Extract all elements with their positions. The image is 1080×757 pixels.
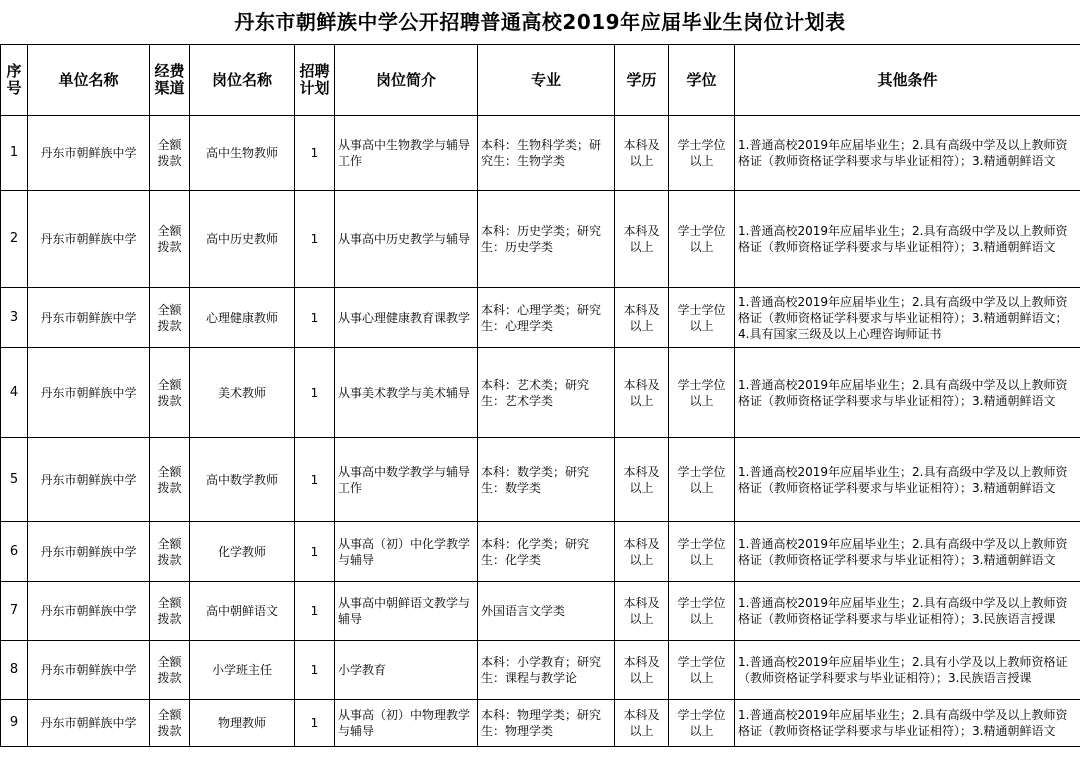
cell-degree: 学士学位以上 [669,116,735,191]
cell-no: 5 [1,438,28,522]
cell-plan: 1 [295,191,335,288]
cell-education: 本科及以上 [615,700,669,747]
table-row [1,641,1080,700]
table-row [1,348,1080,438]
header-intro: 岗位简介 [335,45,478,116]
cell-major: 本科：艺术类；研究生：艺术学类 [478,348,615,438]
cell-major: 本科：化学类；研究生：化学类 [478,522,615,582]
header-other: 其他条件 [735,45,1080,116]
cell-plan: 1 [295,522,335,582]
cell-funding: 全额拨款 [150,288,190,348]
cell-unit: 丹东市朝鲜族中学 [28,522,150,582]
cell-no: 1 [1,116,28,191]
cell-position: 高中朝鲜语文 [190,582,295,641]
cell-education: 本科及以上 [615,522,669,582]
cell-unit: 丹东市朝鲜族中学 [28,191,150,288]
cell-funding: 全额拨款 [150,700,190,747]
cell-no: 4 [1,348,28,438]
cell-plan: 1 [295,700,335,747]
cell-degree: 学士学位以上 [669,288,735,348]
cell-no: 8 [1,641,28,700]
cell-education: 本科及以上 [615,288,669,348]
cell-intro: 从事高中朝鲜语文教学与辅导 [335,582,478,641]
cell-position: 小学班主任 [190,641,295,700]
cell-funding: 全额拨款 [150,522,190,582]
cell-other: 1.普通高校2019年应届毕业生；2.具有小学及以上教师资格证（教师资格证学科要求与毕业证相符）；3.民族语言授课 [735,641,1080,700]
cell-major: 外国语言文学类 [478,582,615,641]
cell-other: 1.普通高校2019年应届毕业生；2.具有高级中学及以上教师资格证（教师资格证学科要求与毕业证相符）；3.精通朝鲜语文 [735,700,1080,747]
cell-education: 本科及以上 [615,582,669,641]
cell-intro: 从事心理健康教育课教学 [335,288,478,348]
cell-no: 7 [1,582,28,641]
cell-position: 物理教师 [190,700,295,747]
cell-degree: 学士学位以上 [669,191,735,288]
cell-intro: 从事高中数学教学与辅导工作 [335,438,478,522]
header-plan: 招聘计划 [295,45,335,116]
cell-position: 心理健康教师 [190,288,295,348]
table-row [1,116,1080,191]
cell-unit: 丹东市朝鲜族中学 [28,641,150,700]
cell-major: 本科：心理学类；研究生：心理学类 [478,288,615,348]
cell-unit: 丹东市朝鲜族中学 [28,288,150,348]
table-header-row [1,45,1080,116]
cell-plan: 1 [295,288,335,348]
cell-plan: 1 [295,116,335,191]
header-major: 专业 [478,45,615,116]
cell-major: 本科：数学类；研究生：数学类 [478,438,615,522]
cell-intro: 从事高（初）中物理教学与辅导 [335,700,478,747]
cell-education: 本科及以上 [615,438,669,522]
cell-major: 本科：历史学类；研究生：历史学类 [478,191,615,288]
cell-plan: 1 [295,348,335,438]
cell-funding: 全额拨款 [150,116,190,191]
cell-unit: 丹东市朝鲜族中学 [28,116,150,191]
cell-degree: 学士学位以上 [669,700,735,747]
cell-education: 本科及以上 [615,641,669,700]
table-row [1,438,1080,522]
cell-no: 6 [1,522,28,582]
cell-other: 1.普通高校2019年应届毕业生；2.具有高级中学及以上教师资格证（教师资格证学科要求与毕业证相符）；3.精通朝鲜语文 [735,348,1080,438]
cell-degree: 学士学位以上 [669,348,735,438]
table-row [1,700,1080,747]
cell-no: 9 [1,700,28,747]
table-row [1,191,1080,288]
cell-other: 1.普通高校2019年应届毕业生；2.具有高级中学及以上教师资格证（教师资格证学科要求与毕业证相符）；3.精通朝鲜语文；4.具有国家三级及以上心理咨询师证书 [735,288,1080,348]
cell-other: 1.普通高校2019年应届毕业生；2.具有高级中学及以上教师资格证（教师资格证学科要求与毕业证相符）；3.精通朝鲜语文 [735,522,1080,582]
cell-intro: 小学教育 [335,641,478,700]
header-degree: 学位 [669,45,735,116]
cell-funding: 全额拨款 [150,641,190,700]
cell-degree: 学士学位以上 [669,582,735,641]
cell-major: 本科：小学教育；研究生：课程与教学论 [478,641,615,700]
cell-unit: 丹东市朝鲜族中学 [28,348,150,438]
cell-funding: 全额拨款 [150,348,190,438]
cell-plan: 1 [295,641,335,700]
cell-unit: 丹东市朝鲜族中学 [28,438,150,522]
cell-funding: 全额拨款 [150,191,190,288]
cell-plan: 1 [295,438,335,522]
header-funding: 经费渠道 [150,45,190,116]
cell-position: 化学教师 [190,522,295,582]
cell-position: 美术教师 [190,348,295,438]
cell-plan: 1 [295,582,335,641]
document-title: 丹东市朝鲜族中学公开招聘普通高校2019年应届毕业生岗位计划表 [234,10,846,34]
cell-education: 本科及以上 [615,116,669,191]
header-position: 岗位名称 [190,45,295,116]
cell-position: 高中历史教师 [190,191,295,288]
cell-education: 本科及以上 [615,191,669,288]
cell-funding: 全额拨款 [150,438,190,522]
cell-education: 本科及以上 [615,348,669,438]
cell-other: 1.普通高校2019年应届毕业生；2.具有高级中学及以上教师资格证（教师资格证学科要求与毕业证相符）；3.精通朝鲜语文 [735,191,1080,288]
cell-intro: 从事高中生物教学与辅导工作 [335,116,478,191]
cell-no: 3 [1,288,28,348]
cell-degree: 学士学位以上 [669,522,735,582]
cell-intro: 从事高（初）中化学教学与辅导 [335,522,478,582]
header-no: 序号 [1,45,28,116]
cell-position: 高中数学教师 [190,438,295,522]
cell-no: 2 [1,191,28,288]
cell-intro: 从事美术教学与美术辅导 [335,348,478,438]
cell-funding: 全额拨款 [150,582,190,641]
header-education: 学历 [615,45,669,116]
table-row [1,288,1080,348]
header-unit: 单位名称 [28,45,150,116]
cell-unit: 丹东市朝鲜族中学 [28,700,150,747]
table-row [1,582,1080,641]
cell-major: 本科：生物科学类；研究生：生物学类 [478,116,615,191]
cell-unit: 丹东市朝鲜族中学 [28,582,150,641]
cell-position: 高中生物教师 [190,116,295,191]
cell-other: 1.普通高校2019年应届毕业生；2.具有高级中学及以上教师资格证（教师资格证学科要求与毕业证相符）；3.民族语言授课 [735,582,1080,641]
cell-other: 1.普通高校2019年应届毕业生；2.具有高级中学及以上教师资格证（教师资格证学科要求与毕业证相符）；3.精通朝鲜语文 [735,116,1080,191]
cell-degree: 学士学位以上 [669,438,735,522]
cell-intro: 从事高中历史教学与辅导 [335,191,478,288]
table-row [1,522,1080,582]
cell-major: 本科：物理学类；研究生：物理学类 [478,700,615,747]
recruitment-plan-table [0,44,1080,747]
cell-degree: 学士学位以上 [669,641,735,700]
cell-other: 1.普通高校2019年应届毕业生；2.具有高级中学及以上教师资格证（教师资格证学科要求与毕业证相符）；3.精通朝鲜语文 [735,438,1080,522]
